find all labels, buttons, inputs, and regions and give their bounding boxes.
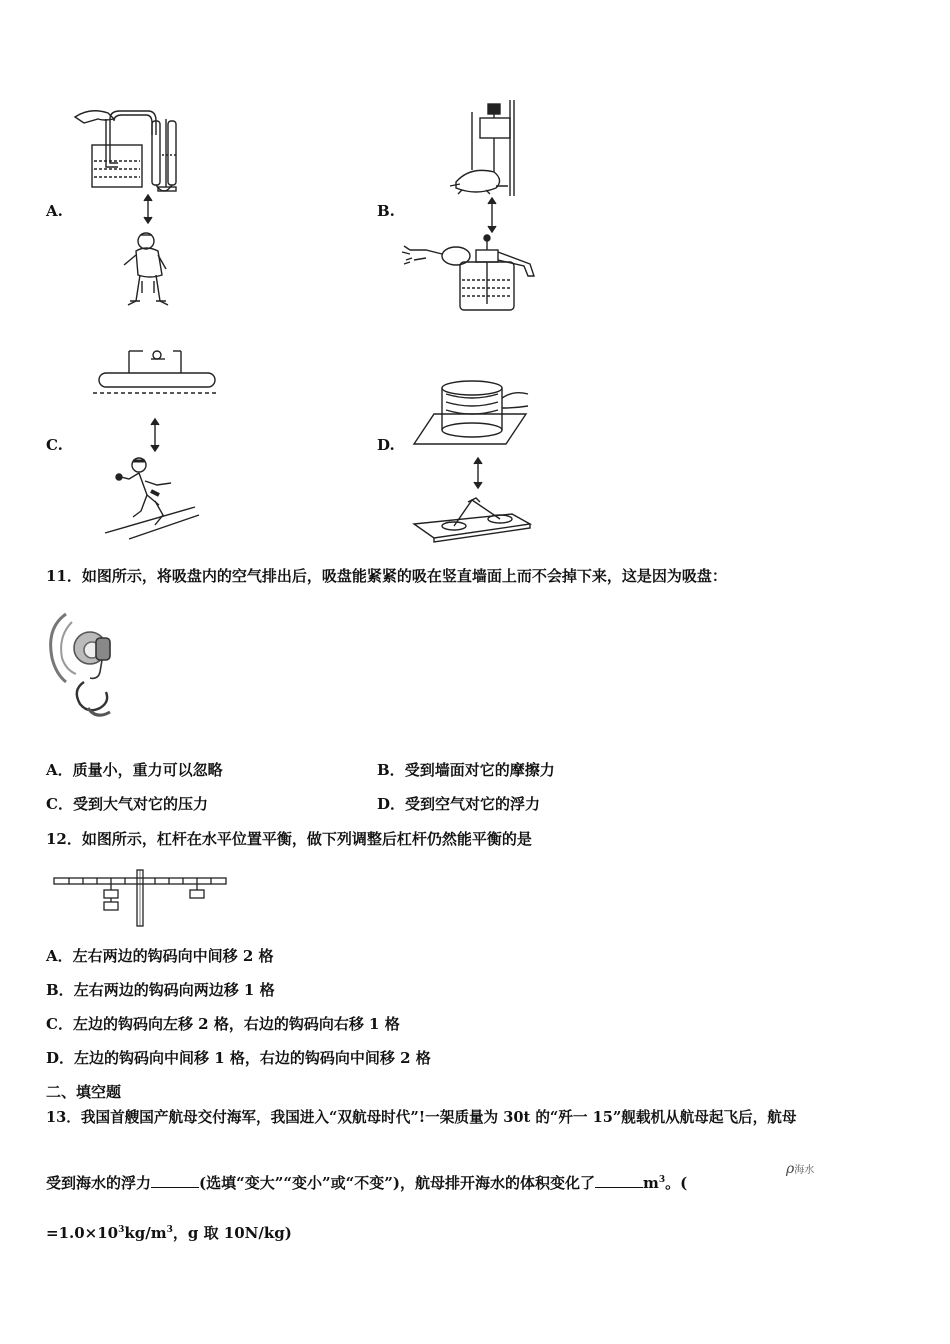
q12-option-d — [46, 1048, 431, 1068]
q13-line3 — [46, 1220, 292, 1243]
option-text: 受到墙面对它的摩擦力 — [404, 761, 555, 779]
rho-letter: ρ — [786, 1161, 795, 1177]
option-d-letter: D. — [377, 436, 395, 454]
q11-option-d — [377, 794, 540, 814]
option-b-letter: B. — [377, 202, 395, 220]
option-text: 受到大气对它的压力 — [72, 795, 208, 813]
option-b-figure — [400, 100, 550, 315]
option-a-figure — [70, 105, 220, 340]
q13-density-unit: kg/m — [124, 1224, 167, 1242]
q11-option-a — [46, 760, 223, 780]
lever-figure — [52, 868, 232, 928]
option-letter: C． — [46, 1015, 73, 1033]
option-letter: B． — [46, 981, 74, 999]
rho-subscript: 海水 — [794, 1165, 815, 1176]
q13-unit: m — [642, 1174, 659, 1192]
q12-option-a — [46, 946, 274, 966]
q12-option-b — [46, 980, 275, 1000]
q13-gravity: ，g 取 10N/kg) — [172, 1224, 292, 1242]
option-d-figure — [410, 378, 540, 548]
q11-option-c — [46, 794, 208, 814]
option-letter: A． — [46, 761, 73, 779]
q13-text-d: 。( — [665, 1174, 688, 1192]
q13-density-unit-exponent: 3 — [166, 1225, 173, 1235]
q13-text-b: (选填“变大”“变小”或“不变”)，航母排开海水的体积变化了 — [199, 1174, 595, 1192]
q11-stem: 11．如图所示，将吸盘内的空气排出后，吸盘能紧紧的吸在竖直墙面上而不会掉下来，这是因为吸盘： — [46, 567, 727, 585]
q11-option-b — [377, 760, 555, 780]
option-letter: D． — [377, 795, 406, 813]
option-a-letter: A. — [46, 202, 63, 220]
option-text: 左右两边的钩码向两边移 1 格 — [73, 981, 275, 999]
rho-symbol — [786, 1158, 814, 1177]
option-text: 左边的钩码向左移 2 格，右边的钩码向右移 1 格 — [72, 1015, 400, 1033]
q13-line2 — [46, 1170, 687, 1193]
option-letter: B． — [377, 761, 405, 779]
section-heading: 二、填空题 — [46, 1083, 122, 1101]
q12-option-c — [46, 1014, 400, 1034]
option-text: 左边的钩码向中间移 1 格，右边的钩码向中间移 2 格 — [74, 1049, 431, 1067]
q13-density-value: =1.0×10 — [46, 1224, 119, 1242]
q12-stem: 12．如图所示，杠杆在水平位置平衡，做下列调整后杠杆仍然能平衡的是 — [46, 830, 532, 848]
option-text: 受到空气对它的浮力 — [405, 795, 541, 813]
option-c-figure — [85, 345, 225, 545]
suction-cup-hook-figure — [44, 608, 124, 728]
option-letter: D． — [46, 1049, 75, 1067]
answer-blank-2[interactable] — [595, 1173, 643, 1188]
q13-density-exponent: 3 — [118, 1225, 125, 1235]
option-text: 左右两边的钩码向中间移 2 格 — [72, 947, 274, 965]
q13-text-a: 受到海水的浮力 — [46, 1174, 152, 1192]
answer-blank-1[interactable] — [151, 1173, 199, 1188]
option-c-letter: C. — [46, 436, 63, 454]
option-letter: C． — [46, 795, 73, 813]
option-text: 质量小，重力可以忽略 — [72, 761, 223, 779]
q13-line1: 13．我国首艘国产航母交付海军，我国进入“双航母时代”!一架质量为 30t 的“歼一 15”舰载机从航母起飞后，航母 — [46, 1109, 797, 1126]
option-letter: A． — [46, 947, 73, 965]
q13-unit-exponent: 3 — [658, 1175, 666, 1185]
